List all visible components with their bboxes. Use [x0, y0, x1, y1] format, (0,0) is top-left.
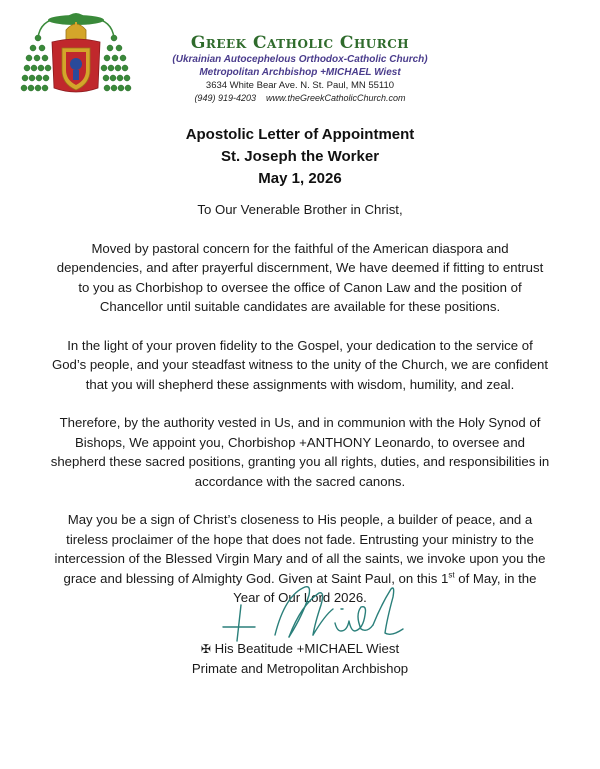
signature-block	[0, 639, 600, 678]
letter-feast: St. Joseph the Worker	[220, 148, 380, 165]
church-subtitle: (Ukrainian Autocephelous Orthodox-Catholic Church)	[172, 54, 428, 65]
signer-title: Primate and Metropolitan Archbishop	[191, 661, 409, 676]
archbishop-line: Metropolitan Archbishop +MICHAEL Wiest	[199, 67, 401, 78]
handwritten-signature	[215, 575, 415, 645]
website-link[interactable]: www.theGreekCatholicChurch.com	[266, 93, 406, 103]
contact-line	[150, 92, 450, 104]
signer-name-line	[0, 639, 600, 659]
patriarchal-cross-icon: ✠	[200, 642, 211, 656]
ordinal-suffix: st	[448, 570, 455, 580]
paragraph-3: Therefore, by the authority vested in Us, and in communion with the Holy Synod of Bishops, We appoint you, Chorbishop +ANTHONY Leonardo, to oversee and shepherd these sacred positions, granting you all rights, duties, and responsibilities in accordance with the sacred canons.	[50, 415, 550, 489]
paragraph-4-b: of May, in the Year of Our Lord 2026.	[233, 570, 537, 605]
church-name: Greek Catholic Church	[190, 33, 410, 53]
phone-number: (949) 919-4203	[194, 93, 256, 103]
letter-heading	[0, 124, 600, 190]
paragraph-4-a: May you be a sign of Christ’s closeness to His people, a builder of peace, and a tireless proclaimer of the hope that does not fade. Entrusting your ministry to the intercession of the Blessed Virgin Mary and of all the saints, we invoke upon you the grace and blessing of Almighty God. Given at Saint Paul, on this 1	[54, 512, 546, 586]
letterhead	[150, 33, 450, 104]
paragraph-1: Moved by pastoral concern for the faithful of the American diaspora and dependencies, and after prayerful discernment, We have deemed if fitting to entrust to you as Chorbishop to oversee the office of Canon Law and the position of Chancellor until suitable candidates are available for these positions.	[56, 240, 544, 314]
signer-name: His Beatitude +MICHAEL Wiest	[214, 641, 400, 656]
letter-body	[50, 200, 550, 627]
coat-of-arms-icon	[20, 8, 132, 100]
paragraph-2: In the light of your proven fidelity to the Gospel, your dedication to the service of God’s people, and your steadfast witness to the unity of the Church, we are confident that you will shepherd these assignments with wisdom, humility, and zeal.	[51, 337, 549, 392]
church-address: 3634 White Bear Ave. N. St. Paul, MN 55110	[205, 80, 395, 91]
letter-title: Apostolic Letter of Appointment	[185, 126, 415, 143]
salutation: To Our Venerable Brother in Christ,	[197, 202, 403, 217]
letter-date: May 1, 2026	[258, 170, 342, 187]
